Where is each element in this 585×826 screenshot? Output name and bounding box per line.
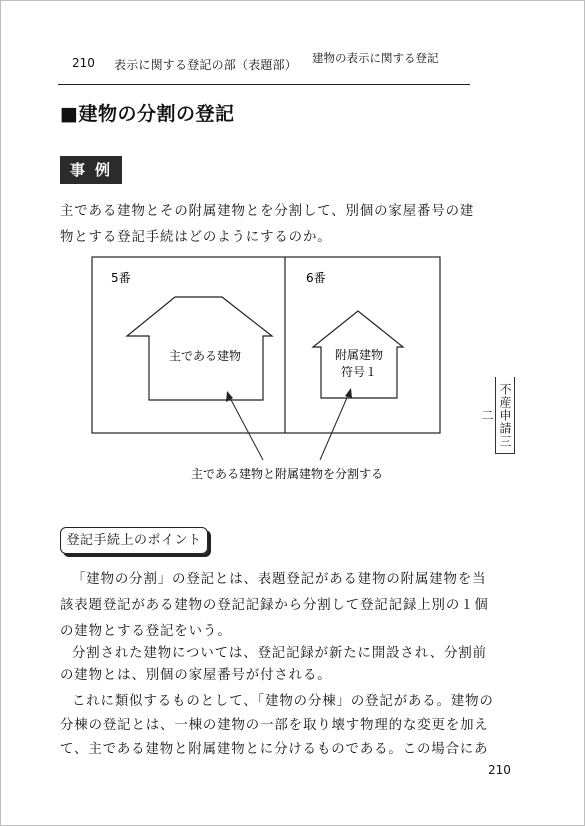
page-title: ■建物の分割の登記 bbox=[60, 103, 235, 125]
case-text-line-2: 物とする登記手続はどのようにするのか。 bbox=[60, 230, 332, 245]
body-line-1: 「建物の分割」の登記とは、表題登記がある建物の附属建物を当 bbox=[72, 572, 487, 587]
body-line-4: 分割された建物については、登記記録が新たに開設され、分割前 bbox=[72, 646, 487, 661]
side-index-tab: 不産申請三二 bbox=[495, 377, 515, 454]
body-line-8: て、主である建物と附属建物とに分けるものである。この場合にあ bbox=[60, 742, 489, 757]
header-title: 表示に関する登記の部（表題部） bbox=[114, 58, 298, 72]
main-building-label: 主である建物 bbox=[168, 349, 242, 363]
body-line-6: これに類似するものとして、「建物の分棟」の登記がある。建物の bbox=[72, 694, 494, 709]
lot-label-right: 6番 bbox=[306, 271, 326, 285]
header-subtitle: 建物の表示に関する登記 bbox=[312, 51, 439, 65]
case-text-line-1: 主である建物とその附属建物とを分割して、別個の家屋番号の建 bbox=[60, 204, 475, 219]
annex-label-line-2: 符号１ bbox=[340, 365, 378, 379]
arrow-line-right bbox=[320, 393, 349, 460]
diagram-frame bbox=[92, 257, 440, 433]
case-label: 事例 bbox=[60, 156, 122, 184]
body-line-2: 該表題登記がある建物の登記記録から分割して登記記録上別の１個 bbox=[60, 598, 489, 613]
footer-page-number: 210 bbox=[488, 763, 511, 777]
point-heading: 登記手続上のポイント bbox=[60, 527, 208, 554]
arrow-head-right bbox=[345, 388, 352, 398]
body-line-7: 分棟の登記とは、一棟の建物の一部を取り壊す物理的な変更を加え bbox=[60, 718, 489, 733]
arrow-line-left bbox=[229, 396, 263, 460]
diagram-caption: 主である建物と附属建物を分割する bbox=[190, 467, 384, 481]
body-line-3: の建物とする登記をいう。 bbox=[60, 624, 232, 639]
body-line-5: の建物とは、別個の家屋番号が付される。 bbox=[60, 668, 332, 683]
header-page-number: 210 bbox=[72, 56, 95, 70]
annex-label-line-1: 附属建物 bbox=[334, 348, 384, 362]
lot-label-left: 5番 bbox=[111, 271, 131, 285]
